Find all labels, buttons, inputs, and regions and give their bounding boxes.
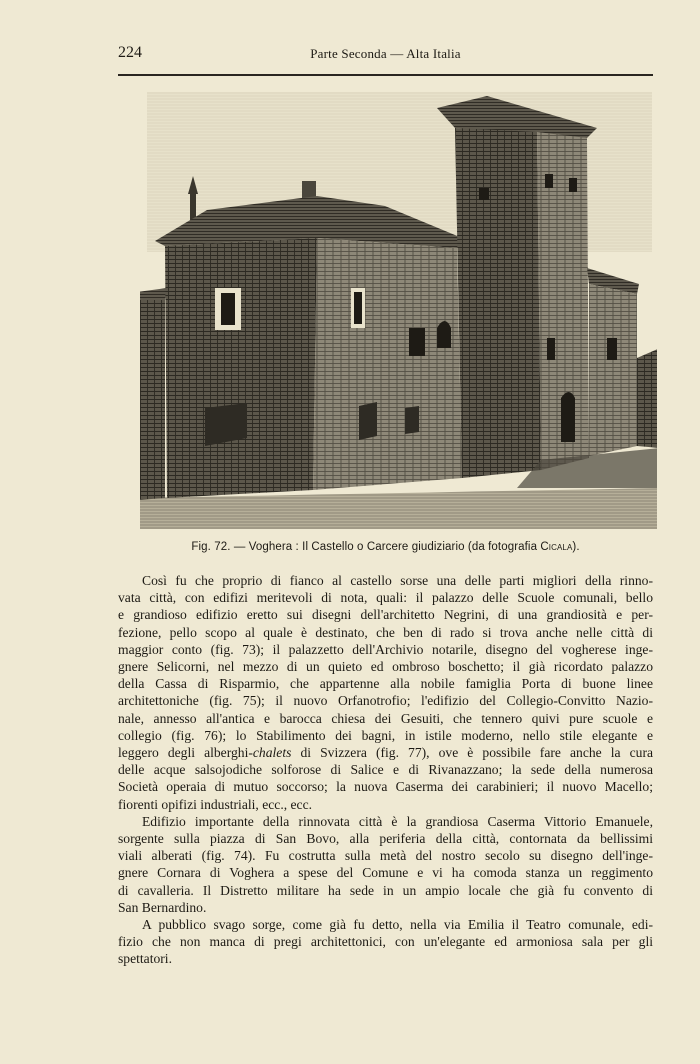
paragraph-line: gnere Cornara di Voghera a spese del Comune e vi ha comoda stanza un reggimento xyxy=(118,865,653,881)
paragraph-line: gnere Selicorni, nel mezzo di un quieto ed ombroso boschetto; il già ricordato palazzo xyxy=(118,659,653,675)
paragraph-line: sorgente sulla piazza di San Bovo, alla periferia della città, contornata da bellissimi xyxy=(118,831,653,847)
paragraph-line: nale, annesso all'antica e barocca chiesa dei Gesuiti, che tennero quivi pure scuole e xyxy=(118,710,653,726)
paragraph-line: Così fu che proprio di fianco al castello sorse una delle parti migliori della rinno- xyxy=(142,573,653,588)
caption-end: ). xyxy=(572,541,580,553)
paragraph-line: spettatori. xyxy=(118,951,172,967)
paragraph-line: A pubblico svago sorge, come già fu detto, nella via Emilia il Teatro comunale, edi- xyxy=(142,917,653,933)
page-number: 224 xyxy=(118,44,142,61)
photographer-name: Cicala xyxy=(540,541,573,553)
line-text: leggero degli alberghi- xyxy=(118,745,253,761)
line-text: di Svizzera (fig. 77), ove è possibile fare anche la cura xyxy=(291,745,653,761)
paragraph-line: della Cassa di Risparmio, che appartenne alla nobile famiglia Porta di buone linee xyxy=(118,676,653,692)
figure-label: Fig. 72. xyxy=(191,541,231,553)
paragraph-line: fezione, pello scopo al quale è destinato, che ben di rado si trova anche nelle città di xyxy=(118,624,653,640)
paragraph-line: di cavalleria. Il Distretto militare ha sede in un ampio locale che già fu convento di xyxy=(118,882,653,898)
paragraph-line: collegio (fig. 76); lo Stabilimento dei bagni, in istile moderno, nello stile elegante e xyxy=(118,727,653,743)
paragraph-line: fiorenti opifizi industriali, ecc., ecc. xyxy=(118,796,313,812)
paragraph-line: Società operaia di mutuo soccorso; la nuova Caserma dei carabinieri; il nuovo Macello; xyxy=(118,779,653,795)
paragraph-line: Edifizio importante della rinnovata città è la grandiosa Caserma Vittorio Emanuele, xyxy=(142,813,653,829)
page-header xyxy=(118,44,653,66)
paragraph-line: San Bernardino. xyxy=(118,899,207,915)
paragraph-line: e grandioso edifizio eretto sui disegni dell'architetto Negrini, di una grandiosità e per- xyxy=(118,607,653,623)
castle-engraving xyxy=(137,88,660,532)
paragraph-line: delle acque salsojodiche solforose di Salice e di Rivanazzano; la sede della numerosa xyxy=(118,762,653,778)
running-title: Parte Seconda — Alta Italia xyxy=(310,46,461,61)
figure-caption xyxy=(118,541,653,553)
paragraph-line: fizio che non manca di pregi architettonici, con un'elegante ed armoniosa sala per gli xyxy=(118,934,653,950)
paragraph-line: viali alberati (fig. 74). Fu costrutta sulla metà del nostro secolo su disegno dell'inge- xyxy=(118,848,653,864)
header-rule xyxy=(118,74,653,76)
body-text xyxy=(118,572,653,968)
paragraph-line: vata città, con edifizi meritevoli di nota, quali: il palazzo delle Scuole comunali, bello xyxy=(118,590,653,606)
paragraph-line xyxy=(118,744,653,761)
paragraph-line: architettoniche (fig. 75); il nuovo Orfanotrofio; l'edifizio del Collegio-Convitto Nazio- xyxy=(118,693,653,709)
paragraph-line: maggior conto (fig. 73); il palazzetto dell'Archivio notarile, disegno del vogherese inge- xyxy=(118,641,653,657)
caption-text: — Voghera : Il Castello o Carcere giudiziario (da fotografia xyxy=(230,541,541,553)
italic-word: chalets xyxy=(252,745,292,761)
